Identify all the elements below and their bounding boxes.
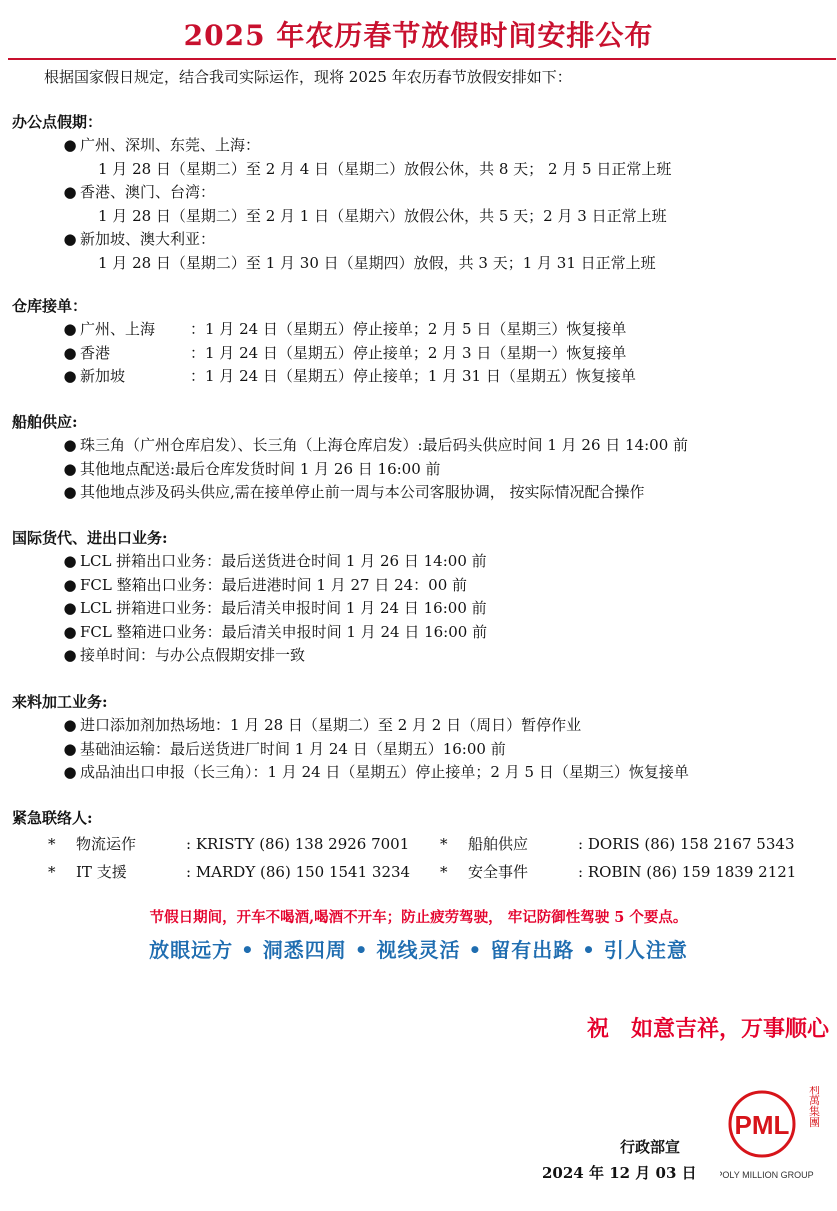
contact-info: : ROBIN (86) 159 1839 2121 <box>578 863 797 881</box>
star-icon: * <box>48 835 56 853</box>
star-icon: * <box>440 835 448 853</box>
list-item <box>12 434 832 458</box>
list-item <box>12 761 832 785</box>
logo-chinese: 寶利萬集團 <box>807 1086 821 1128</box>
notice-title: 2025 年农历春节放假时间安排公布 <box>183 19 654 52</box>
detail-text: 1 月 28 日（星期二）至 2 月 1 日（星期六）放假公休，共 5 天；2 月 3 日正常上班 <box>98 206 667 225</box>
bullet-icon: ● <box>63 459 77 478</box>
schedule-text: ：1 月 24 日（星期五）停止接单；1 月 31 日（星期五）恢复接单 <box>190 367 636 385</box>
section-heading: 国际货代、进出口业务: <box>12 529 168 547</box>
contact-info: : MARDY (86) 150 1541 3234 <box>186 863 411 881</box>
schedule-text: ：1 月 24 日（星期五）停止接单；2 月 3 日（星期一）恢复接单 <box>190 343 627 362</box>
section-heading: 办公点假期： <box>12 113 103 131</box>
section-heading: 来料加工业务: <box>12 693 108 711</box>
company-logo <box>720 1086 830 1186</box>
bullet-icon: ● <box>63 343 77 362</box>
contacts-section <box>12 806 832 886</box>
warehouse-section <box>12 294 832 389</box>
list-item-detail <box>12 205 832 229</box>
item-text: LCL 拼箱出口业务：最后送货进仓时间 1 月 26 日 14:00 前 <box>80 552 487 570</box>
bullet-icon: ● <box>63 367 77 385</box>
contact-info: : DORIS (86) 158 2167 5343 <box>578 835 795 853</box>
bullet-icon: ● <box>63 599 77 617</box>
contact-info: : KRISTY (86) 138 2926 7001 <box>186 835 410 853</box>
location-label: 香港 <box>80 343 111 362</box>
item-text: 成品油出口申报（长三角）：1 月 24 日（星期五）停止接单；2 月 5 日（星期三）恢复接单 <box>80 763 689 781</box>
bullet-icon: ● <box>63 136 77 154</box>
item-text: FCL 整箱出口业务：最后进港时间 1 月 27 日 24：00 前 <box>80 575 468 594</box>
list-item <box>12 597 832 621</box>
bullet-icon: ● <box>63 575 77 594</box>
section-heading: 紧急联络人: <box>12 809 93 827</box>
contact-entry <box>48 830 440 858</box>
bullet-icon: ● <box>63 763 77 781</box>
list-item <box>12 574 832 598</box>
list-item <box>12 228 832 252</box>
item-text: 珠三角（广州仓库启发）、长三角（上海仓库启发）:最后码头供应时间 1 月 26 日 14:00 前 <box>80 436 689 454</box>
section-heading: 仓库接单： <box>12 297 88 315</box>
item-text: 其他地点配送:最后仓库发货时间 1 月 26 日 16:00 前 <box>80 459 441 478</box>
bullet-icon: ● <box>63 716 77 734</box>
contact-role: 船舶供应 <box>468 835 529 853</box>
location-label: 新加坡 <box>80 367 126 385</box>
list-item <box>12 365 832 389</box>
bullet-icon: ● <box>63 552 77 570</box>
freight-section <box>12 526 832 668</box>
location-label: 广州、上海 <box>80 320 156 338</box>
contact-entry <box>440 858 832 886</box>
logo-mark: PML <box>734 1110 790 1140</box>
schedule-text: ：1 月 24 日（星期五）停止接单；2 月 5 日（星期三）恢复接单 <box>190 320 627 338</box>
list-item-detail <box>12 158 832 182</box>
item-text: LCL 拼箱进口业务：最后清关申报时间 1 月 24 日 16:00 前 <box>80 599 487 617</box>
bullet-icon: ● <box>63 320 77 338</box>
list-item <box>12 134 832 158</box>
contact-entry <box>440 830 832 858</box>
contact-entry <box>48 858 440 886</box>
item-text: 其他地点涉及码头供应,需在接单停止前一周与本公司客服协调， 按实际情况配合操作 <box>80 483 645 501</box>
list-item <box>12 458 832 482</box>
list-item <box>12 714 832 738</box>
star-icon: * <box>440 863 448 881</box>
list-item <box>12 738 832 762</box>
detail-text: 1 月 28 日（星期二）至 1 月 30 日（星期四）放假，共 3 天；1 月 31 日正常上班 <box>98 253 656 272</box>
item-text: 基础油运输：最后送货进厂时间 1 月 24 日（星期五）16:00 前 <box>80 739 506 758</box>
item-text: 接单时间：与办公点假期安排一致 <box>80 646 306 664</box>
processing-section <box>12 690 832 785</box>
office-section <box>12 110 832 275</box>
intro-paragraph: 根据国家假日规定，结合我司实际运作，现将 2025 年农历春节放假安排如下： <box>44 68 572 86</box>
contact-row <box>48 830 832 858</box>
bullet-icon: ● <box>63 622 77 641</box>
contact-role: 安全事件 <box>468 863 529 881</box>
region-label: 新加坡、澳大利亚： <box>80 230 216 248</box>
bullet-icon: ● <box>63 739 77 758</box>
region-label: 香港、澳门、台湾： <box>80 183 216 201</box>
bullet-icon: ● <box>63 483 77 501</box>
greeting-wish: 祝 如意吉祥，万事顺心 <box>586 1016 829 1042</box>
detail-text: 1 月 28 日（星期二）至 2 月 4 日（星期二）放假公休，共 8 天； 2 月 5 日正常上班 <box>98 159 672 178</box>
contact-role: 物流运作 <box>76 835 137 853</box>
issue-date: 2024 年 12 月 03 日 <box>542 1164 697 1182</box>
marine-section <box>12 410 832 505</box>
list-item <box>12 342 832 366</box>
section-heading: 船舶供应: <box>12 413 78 431</box>
list-item <box>12 644 832 668</box>
region-label: 广州、深圳、东莞、上海： <box>80 136 261 154</box>
safety-warning: 节假日期间，开车不喝酒,喝酒不开车；防止疲劳驾驶， 牢记防御性驾驶 5 个要点。 <box>149 909 688 926</box>
bullet-icon: ● <box>63 646 77 664</box>
bullet-icon: ● <box>63 436 77 454</box>
list-item <box>12 481 832 505</box>
title-divider <box>8 58 836 60</box>
star-icon: * <box>48 863 56 881</box>
item-text: FCL 整箱进口业务：最后清关申报时间 1 月 24 日 16:00 前 <box>80 622 488 641</box>
driving-slogan: 放眼远方 • 洞悉四周 • 视线灵活 • 留有出路 • 引人注意 <box>149 938 688 962</box>
contact-role: IT 支援 <box>76 863 127 881</box>
list-item <box>12 318 832 342</box>
list-item <box>12 621 832 645</box>
logo-english: POLY MILLION GROUP <box>720 1170 814 1180</box>
contact-row <box>48 858 832 886</box>
bullet-icon: ● <box>63 183 77 201</box>
list-item <box>12 181 832 205</box>
item-text: 进口添加剂加热场地：1 月 28 日（星期二）至 2 月 2 日（周日）暂停作业 <box>80 716 582 734</box>
issuing-department: 行政部宣 <box>620 1138 681 1156</box>
list-item <box>12 550 832 574</box>
list-item-detail <box>12 252 832 276</box>
bullet-icon: ● <box>63 230 77 248</box>
